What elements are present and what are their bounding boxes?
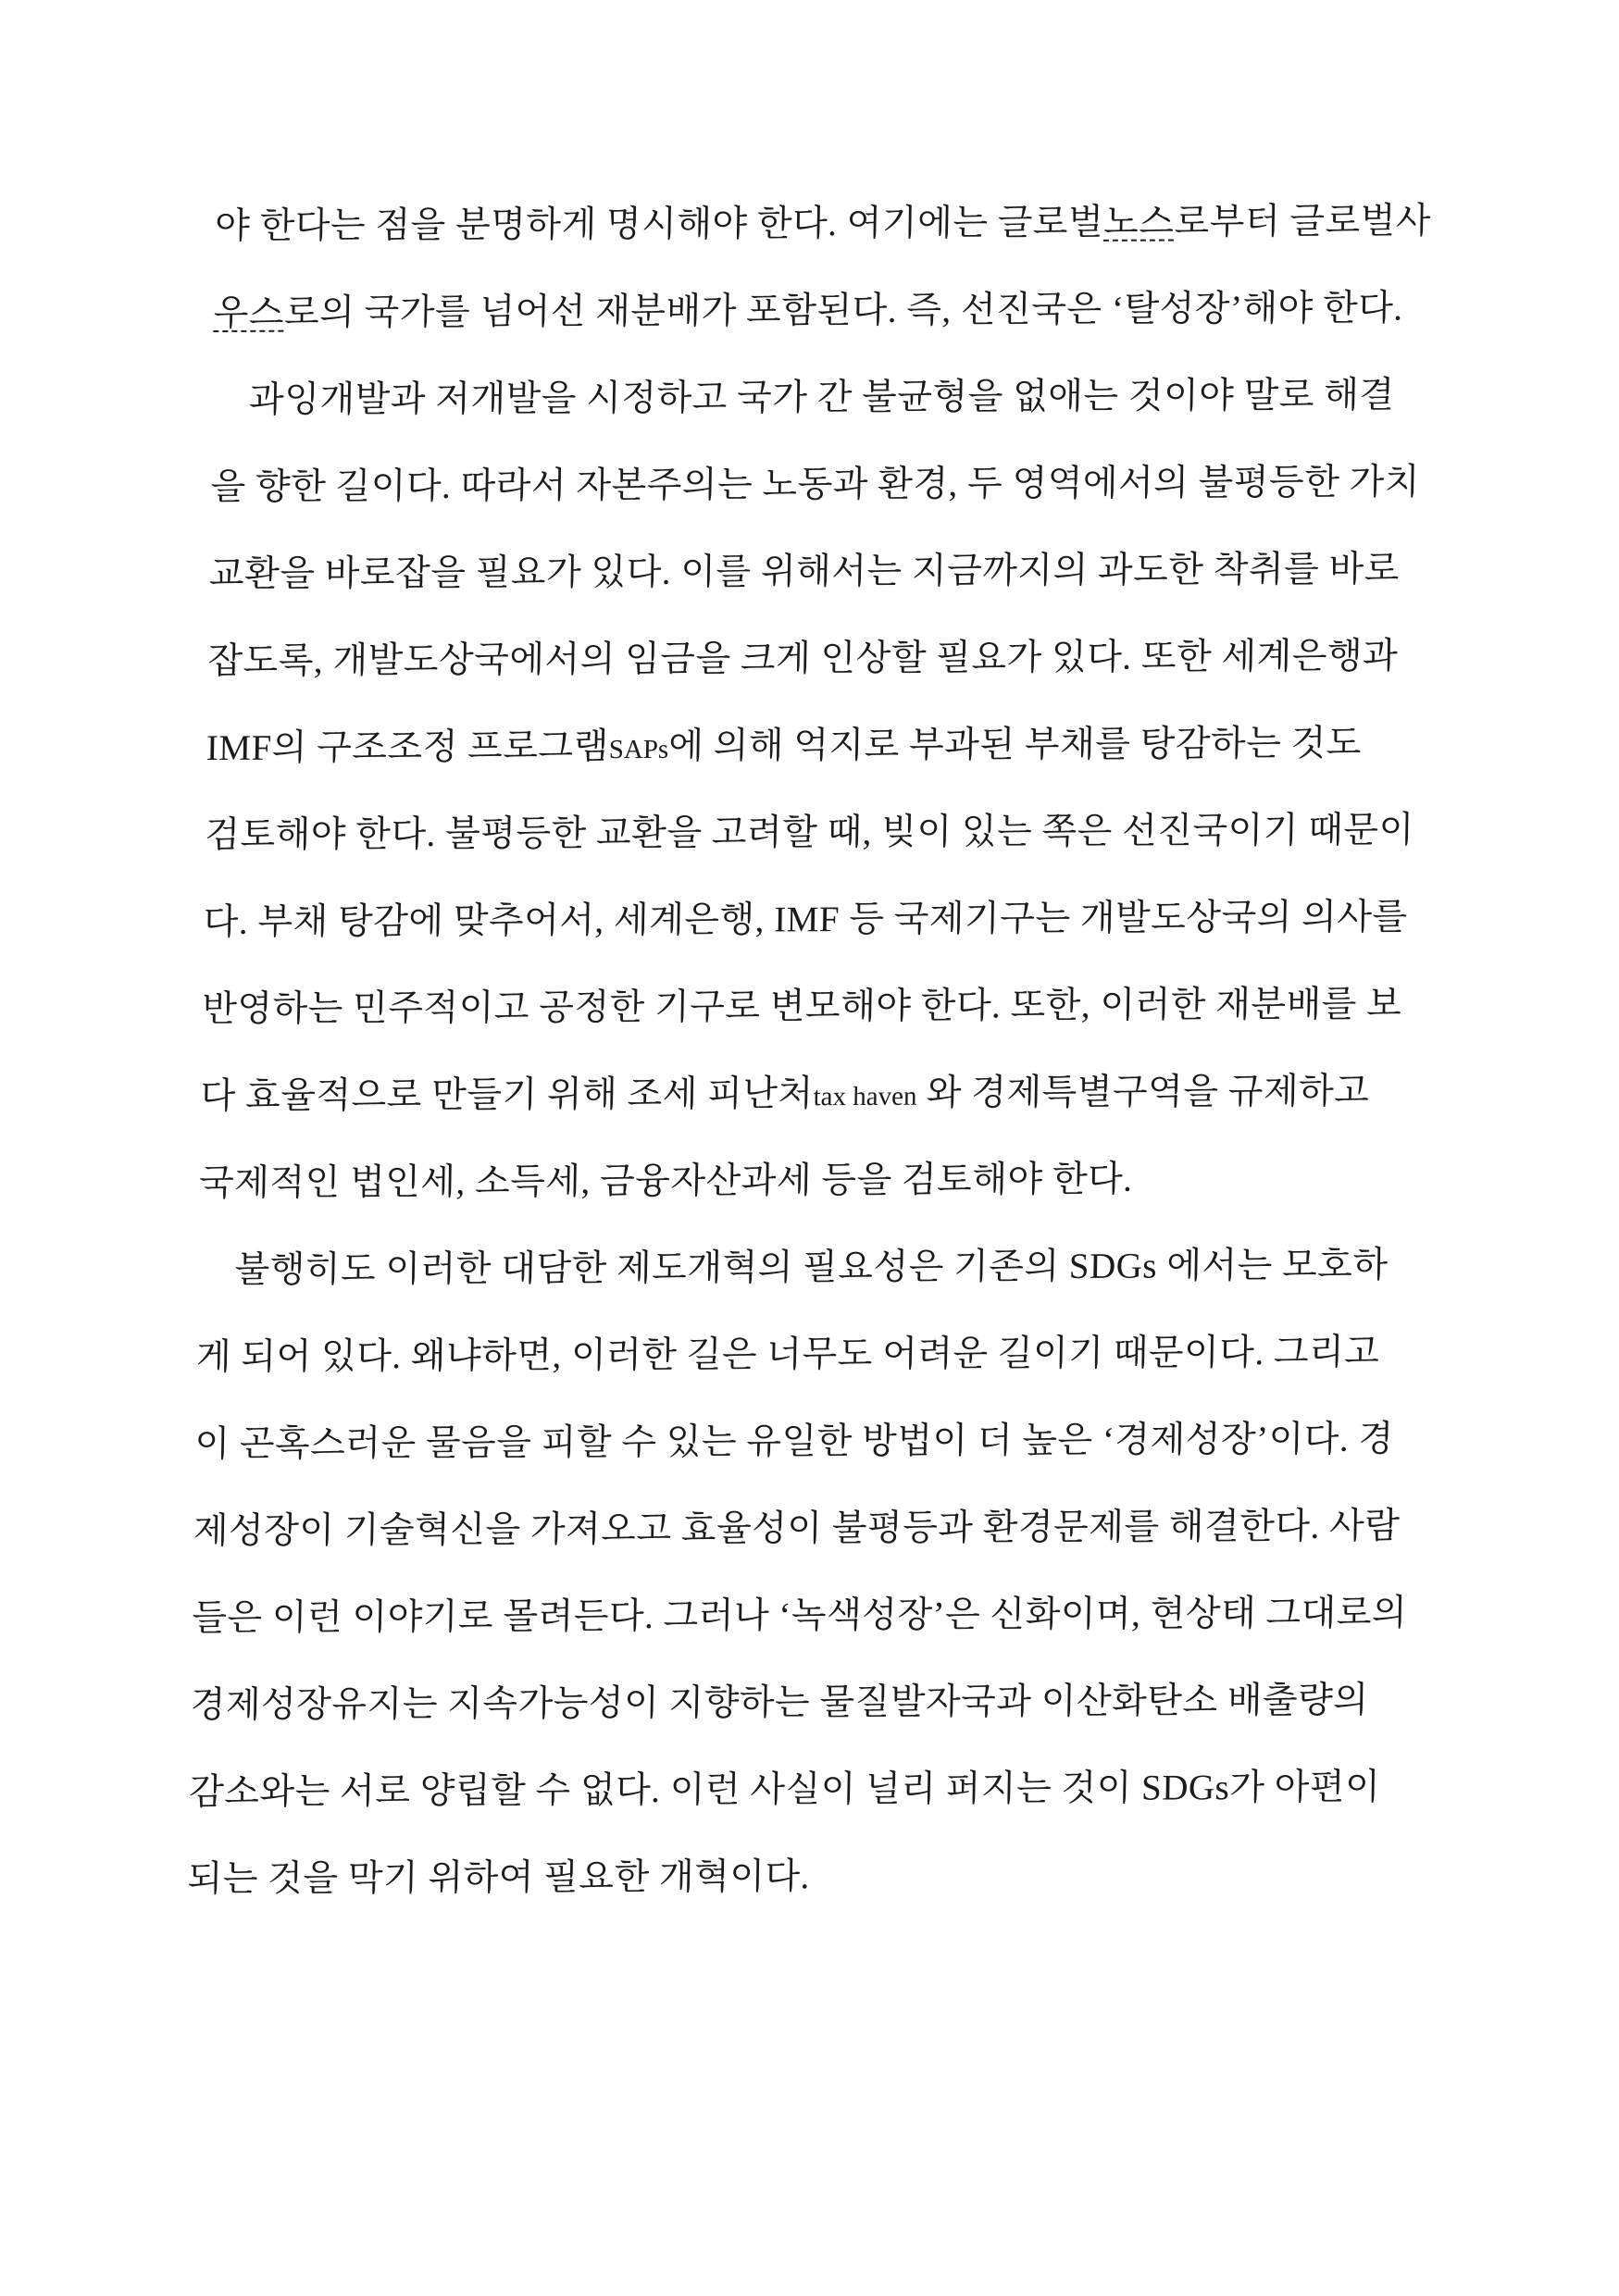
text-line-14 xyxy=(195,1309,1428,1401)
text-line-18 xyxy=(190,1657,1423,1749)
text-line-03-paragraph-start xyxy=(211,352,1444,444)
line-text: 로부터 글로벌사 xyxy=(1174,201,1432,242)
latin-gloss-saps: SAPs xyxy=(608,734,669,765)
text-line-10 xyxy=(201,961,1434,1053)
text-line-07 xyxy=(205,700,1438,792)
line-text: 반영하는 민주적이고 공정한 기구로 변모해야 한다. 또한, 이러한 재분배를 보 xyxy=(201,984,1402,1030)
text-line-06 xyxy=(207,613,1440,705)
line-text: 다. 부채 탕감에 맞추어서, 세계은행, IMF 등 국제기구는 개발도상국의 의사를 xyxy=(203,897,1409,943)
line-text: 교환을 바로잡을 필요가 있다. 이를 위해서는 지금까지의 과도한 착취를 바로 xyxy=(208,549,1401,595)
line-text: 들은 이런 이야기로 몰려든다. 그러나 ‘녹색성장’은 신화이며, 현상태 그대로의 xyxy=(191,1593,1408,1639)
latin-gloss-tax-haven: tax haven xyxy=(813,1081,917,1112)
line-text: 로의 국가를 넘어선 재분배가 포함된다. 즉, 선진국은 ‘탈성장’해야 한다. xyxy=(283,288,1403,333)
line-text: 국제적인 법인세, 소득세, 금융자산과세 등을 검토해야 한다. xyxy=(198,1159,1133,1204)
line-text: 제성장이 기술혁신을 가져오고 효율성이 불평등과 환경문제를 해결한다. 사람 xyxy=(193,1506,1401,1552)
body-text-block xyxy=(187,178,1447,1923)
line-text: 에 의해 억지로 부과된 부채를 탕감하는 것도 xyxy=(667,723,1363,766)
text-line-16 xyxy=(193,1483,1426,1575)
line-text: 잡도록, 개발도상국에서의 임금을 크게 인상할 필요가 있다. 또한 세계은행과 xyxy=(207,636,1399,682)
line-text: 이 곤혹스러운 물음을 피할 수 있는 유일한 방법이 더 높은 ‘경제성장’이다. 경 xyxy=(194,1419,1394,1465)
text-line-20 xyxy=(187,1831,1420,1923)
line-text: 을 향한 길이다. 따라서 자본주의는 노동과 환경, 두 영역에서의 불평등한 가치 xyxy=(210,462,1421,508)
underlined-term-global-south: 우스 xyxy=(213,292,285,334)
text-line-13-paragraph-start xyxy=(197,1222,1430,1314)
line-text: 되는 것을 막기 위하여 필요한 개혁이다. xyxy=(187,1856,811,1900)
line-text: 검토해야 한다. 불평등한 교환을 고려할 때, 빚이 있는 쪽은 선진국이기 때문이 xyxy=(204,810,1415,856)
text-line-15 xyxy=(194,1396,1427,1488)
underlined-term-global-north: 노스 xyxy=(1102,202,1175,242)
line-text: 야 한다는 점을 분명하게 명시해야 한다. 여기에는 글로벌 xyxy=(214,202,1104,247)
line-text: 불행히도 이러한 대담한 제도개혁의 필요성은 기존의 SDGs 에서는 모호하 xyxy=(234,1245,1389,1290)
line-text: 와 경제특별구역을 규제하고 xyxy=(916,1071,1370,1113)
text-line-19 xyxy=(188,1744,1421,1836)
line-text: 경제성장유지는 지속가능성이 지향하는 물질발자국과 이산화탄소 배출량의 xyxy=(190,1680,1369,1726)
text-line-09 xyxy=(203,874,1436,966)
line-text: 게 되어 있다. 왜냐하면, 이러한 길은 너무도 어려운 길이기 때문이다. 그리고 xyxy=(195,1332,1380,1378)
line-text: 감소와는 서로 양립할 수 없다. 이런 사실이 널리 퍼지는 것이 SDGs가 아편이 xyxy=(188,1767,1381,1813)
text-line-12 xyxy=(198,1135,1431,1227)
text-line-02 xyxy=(213,265,1446,357)
line-text: IMF의 구조조정 프로그램 xyxy=(205,726,610,769)
text-line-08 xyxy=(205,787,1438,879)
text-line-04 xyxy=(210,439,1443,531)
text-line-05 xyxy=(208,526,1441,618)
line-text: 다 효율적으로 만들기 위해 조세 피난처 xyxy=(200,1074,815,1117)
text-line-11 xyxy=(200,1048,1433,1140)
line-text: 과잉개발과 저개발을 시정하고 국가 간 불균형을 없애는 것이야 말로 해결 xyxy=(248,375,1395,420)
text-line-01 xyxy=(214,178,1447,270)
text-line-17 xyxy=(191,1570,1424,1662)
